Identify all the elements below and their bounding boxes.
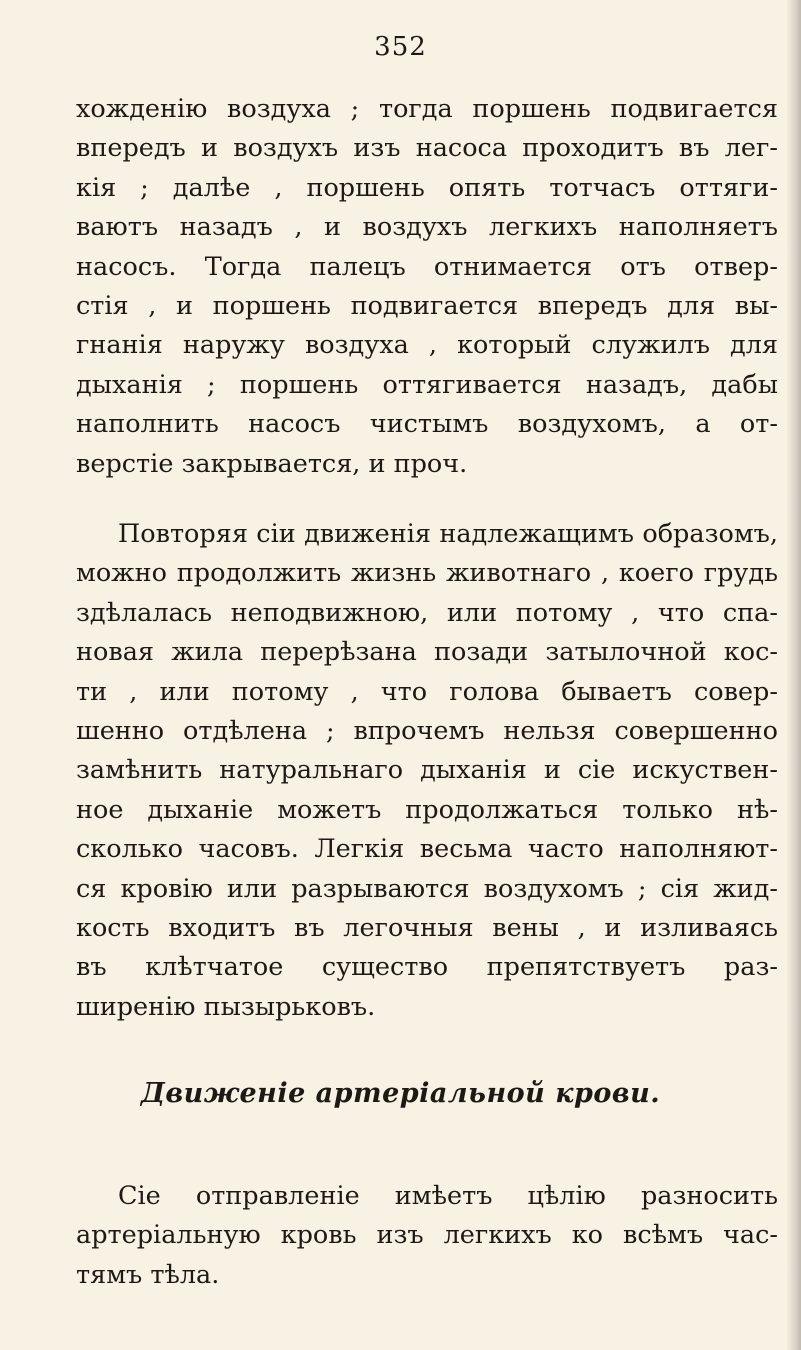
text-line: здѣлалась неподвижною, или потому , что спа- <box>76 597 778 628</box>
text-line: новая жила перерѣзана позади затылочной кос- <box>76 637 778 668</box>
page-number: 352 <box>374 32 427 62</box>
text-line: ти , или потому , что голова бываетъ совер- <box>76 676 778 707</box>
text-line: стія , и поршень подвигается впередъ для вы- <box>76 291 778 322</box>
text-line: Сіе отправленіе имѣетъ цѣлію разносить <box>118 1181 778 1211</box>
text-line: ся кровію или разрываются воздухомъ ; сія жид- <box>76 873 778 904</box>
text-line: верстіе закрывается, и проч. <box>76 448 468 479</box>
text-line: дыханія ; поршень оттягивается назадъ, дабы <box>76 369 778 400</box>
text-line: въ клѣтчатое существо препятствуетъ раз- <box>76 952 778 983</box>
text-line: можно продолжить жизнь животнаго , коего грудь <box>76 558 778 589</box>
text-line: гнанія наружу воздуха , который служилъ для <box>76 330 778 361</box>
text-line: тямъ тѣла. <box>76 1259 220 1290</box>
text-line: шенно отдѣлена ; впрочемъ нельзя совершенно <box>76 716 778 747</box>
text-line: наполнить насосъ чистымъ воздухомъ, а от- <box>76 409 778 440</box>
text-line: ваютъ назадъ , и воздухъ легкихъ наполняетъ <box>76 212 778 243</box>
section-heading: Движеніе артеріальной крови. <box>140 1078 661 1109</box>
text-line: ное дыханіе можетъ продолжаться только нѣ- <box>76 794 778 825</box>
page-edge-shadow <box>787 0 801 1350</box>
text-line: Повторяя сіи движенія надлежащимъ образомъ, <box>118 519 778 549</box>
text-line: артеріальную кровь изъ легкихъ ко всѣмъ час- <box>76 1220 778 1251</box>
text-line: сколько часовъ. Легкія весьма часто наполняют- <box>76 834 778 865</box>
text-line: хожденію воздуха ; тогда поршень подвигается <box>76 94 778 124</box>
paragraph-1 <box>76 90 778 484</box>
text-line: замѣнить натуральнаго дыханія и сіе искуствен- <box>76 755 778 786</box>
text-line: ширенію пызырьковъ. <box>76 991 376 1022</box>
text-line: кость входитъ въ легочныя вены , и изливаясь <box>76 913 778 944</box>
paragraph-2 <box>76 515 778 1027</box>
paragraph-3 <box>76 1177 778 1295</box>
text-line: впередъ и воздухъ изъ насоса проходитъ въ лег- <box>76 133 778 164</box>
text-line: кія ; далѣе , поршень опять тотчасъ оттяги- <box>76 172 778 203</box>
text-line: насосъ. Тогда палецъ отнимается отъ отвер- <box>76 251 778 282</box>
